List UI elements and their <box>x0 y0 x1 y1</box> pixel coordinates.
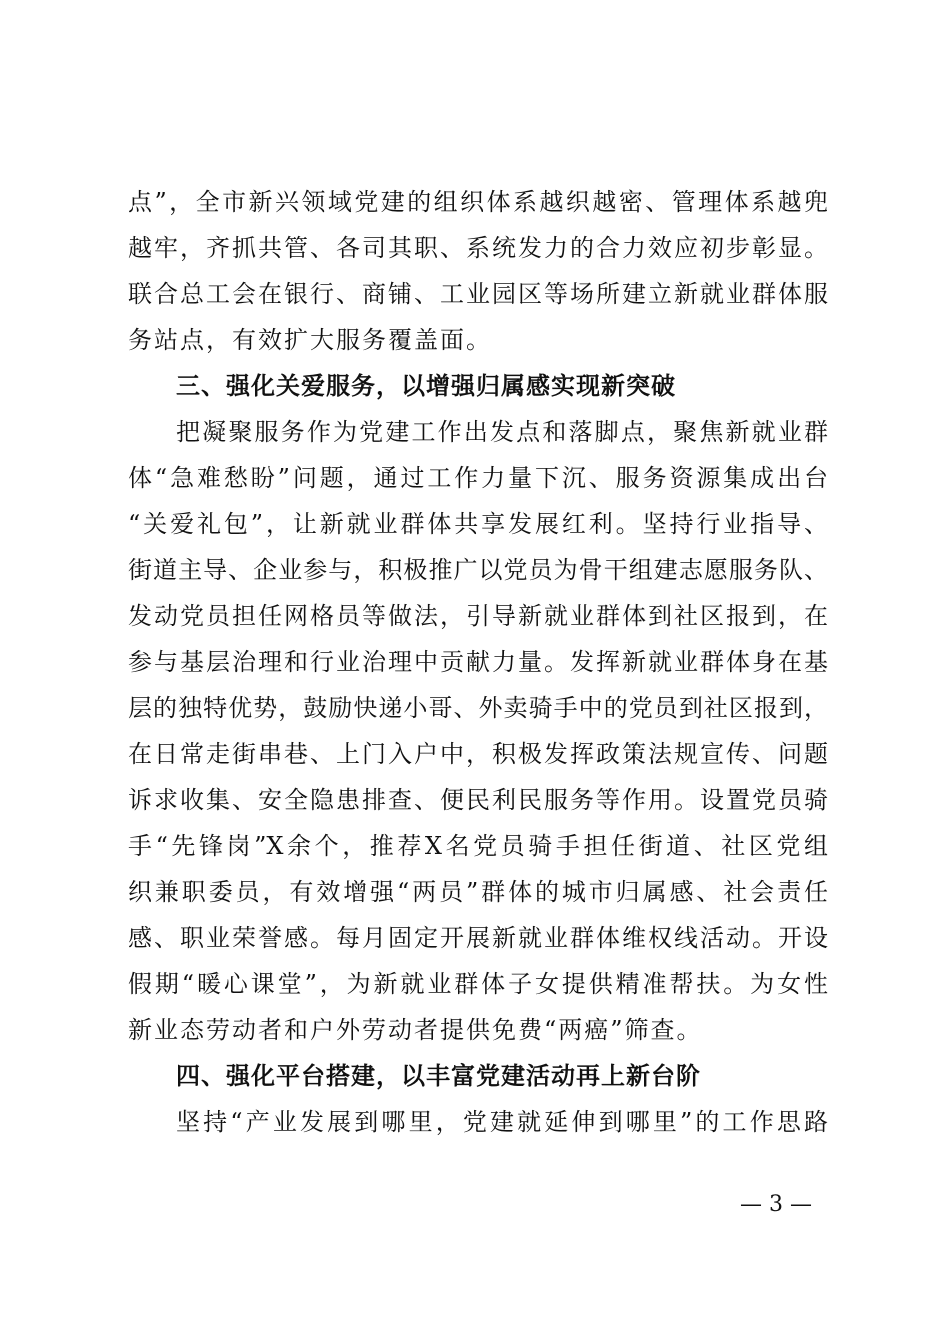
section-heading-4: 四、强化平台搭建，以丰富党建活动再上新台阶 <box>176 1062 701 1090</box>
paragraph-line: 感、职业荣誉感。每月固定开展新就业群体维权线活动。开设 <box>128 924 828 952</box>
section-heading-3: 三、强化关爱服务，以增强归属感实现新突破 <box>176 372 676 400</box>
paragraph-line: 发动党员担任网格员等做法，引导新就业群体到社区报到，在 <box>128 602 828 630</box>
paragraph-line: 体“急难愁盼”问题，通过工作力量下沉、服务资源集成出台 <box>128 464 828 492</box>
paragraph-line: 层的独特优势，鼓励快递小哥、外卖骑手中的党员到社区报到， <box>128 694 828 722</box>
paragraph-line: 诉求收集、安全隐患排查、便民利民服务等作用。设置党员骑 <box>128 786 828 814</box>
paragraph-line: 点”，全市新兴领域党建的组织体系越织越密、管理体系越兜 <box>128 188 828 216</box>
paragraph-line: 织兼职委员，有效增强“两员”群体的城市归属感、社会责任 <box>128 878 828 906</box>
paragraph-line: 假期“暖心课堂”，为新就业群体子女提供精准帮扶。为女性 <box>128 970 828 998</box>
paragraph-line: 把凝聚服务作为党建工作出发点和落脚点，聚焦新就业群 <box>176 418 828 446</box>
paragraph-line: 街道主导、企业参与，积极推广以党员为骨干组建志愿服务队、 <box>128 556 828 584</box>
paragraph-line: 参与基层治理和行业治理中贡献力量。发挥新就业群体身在基 <box>128 648 828 676</box>
paragraph-line: 在日常走街串巷、上门入户中，积极发挥政策法规宣传、问题 <box>128 740 828 768</box>
paragraph-line: 联合总工会在银行、商铺、工业园区等场所建立新就业群体服 <box>128 280 828 308</box>
paragraph-line: 越牢，齐抓共管、各司其职、系统发力的合力效应初步彰显。 <box>128 234 828 262</box>
paragraph-line: 坚持“产业发展到哪里，党建就延伸到哪里”的工作思路 <box>176 1108 828 1136</box>
paragraph-line: 手“先锋岗”X余个，推荐X名党员骑手担任街道、社区党组 <box>128 832 828 860</box>
page-number: — 3 — <box>740 1192 812 1217</box>
paragraph-line: “关爱礼包”，让新就业群体共享发展红利。坚持行业指导、 <box>128 510 828 538</box>
paragraph-line: 务站点，有效扩大服务覆盖面。 <box>128 326 492 354</box>
paragraph-line: 新业态劳动者和户外劳动者提供免费“两癌”筛查。 <box>128 1016 703 1044</box>
